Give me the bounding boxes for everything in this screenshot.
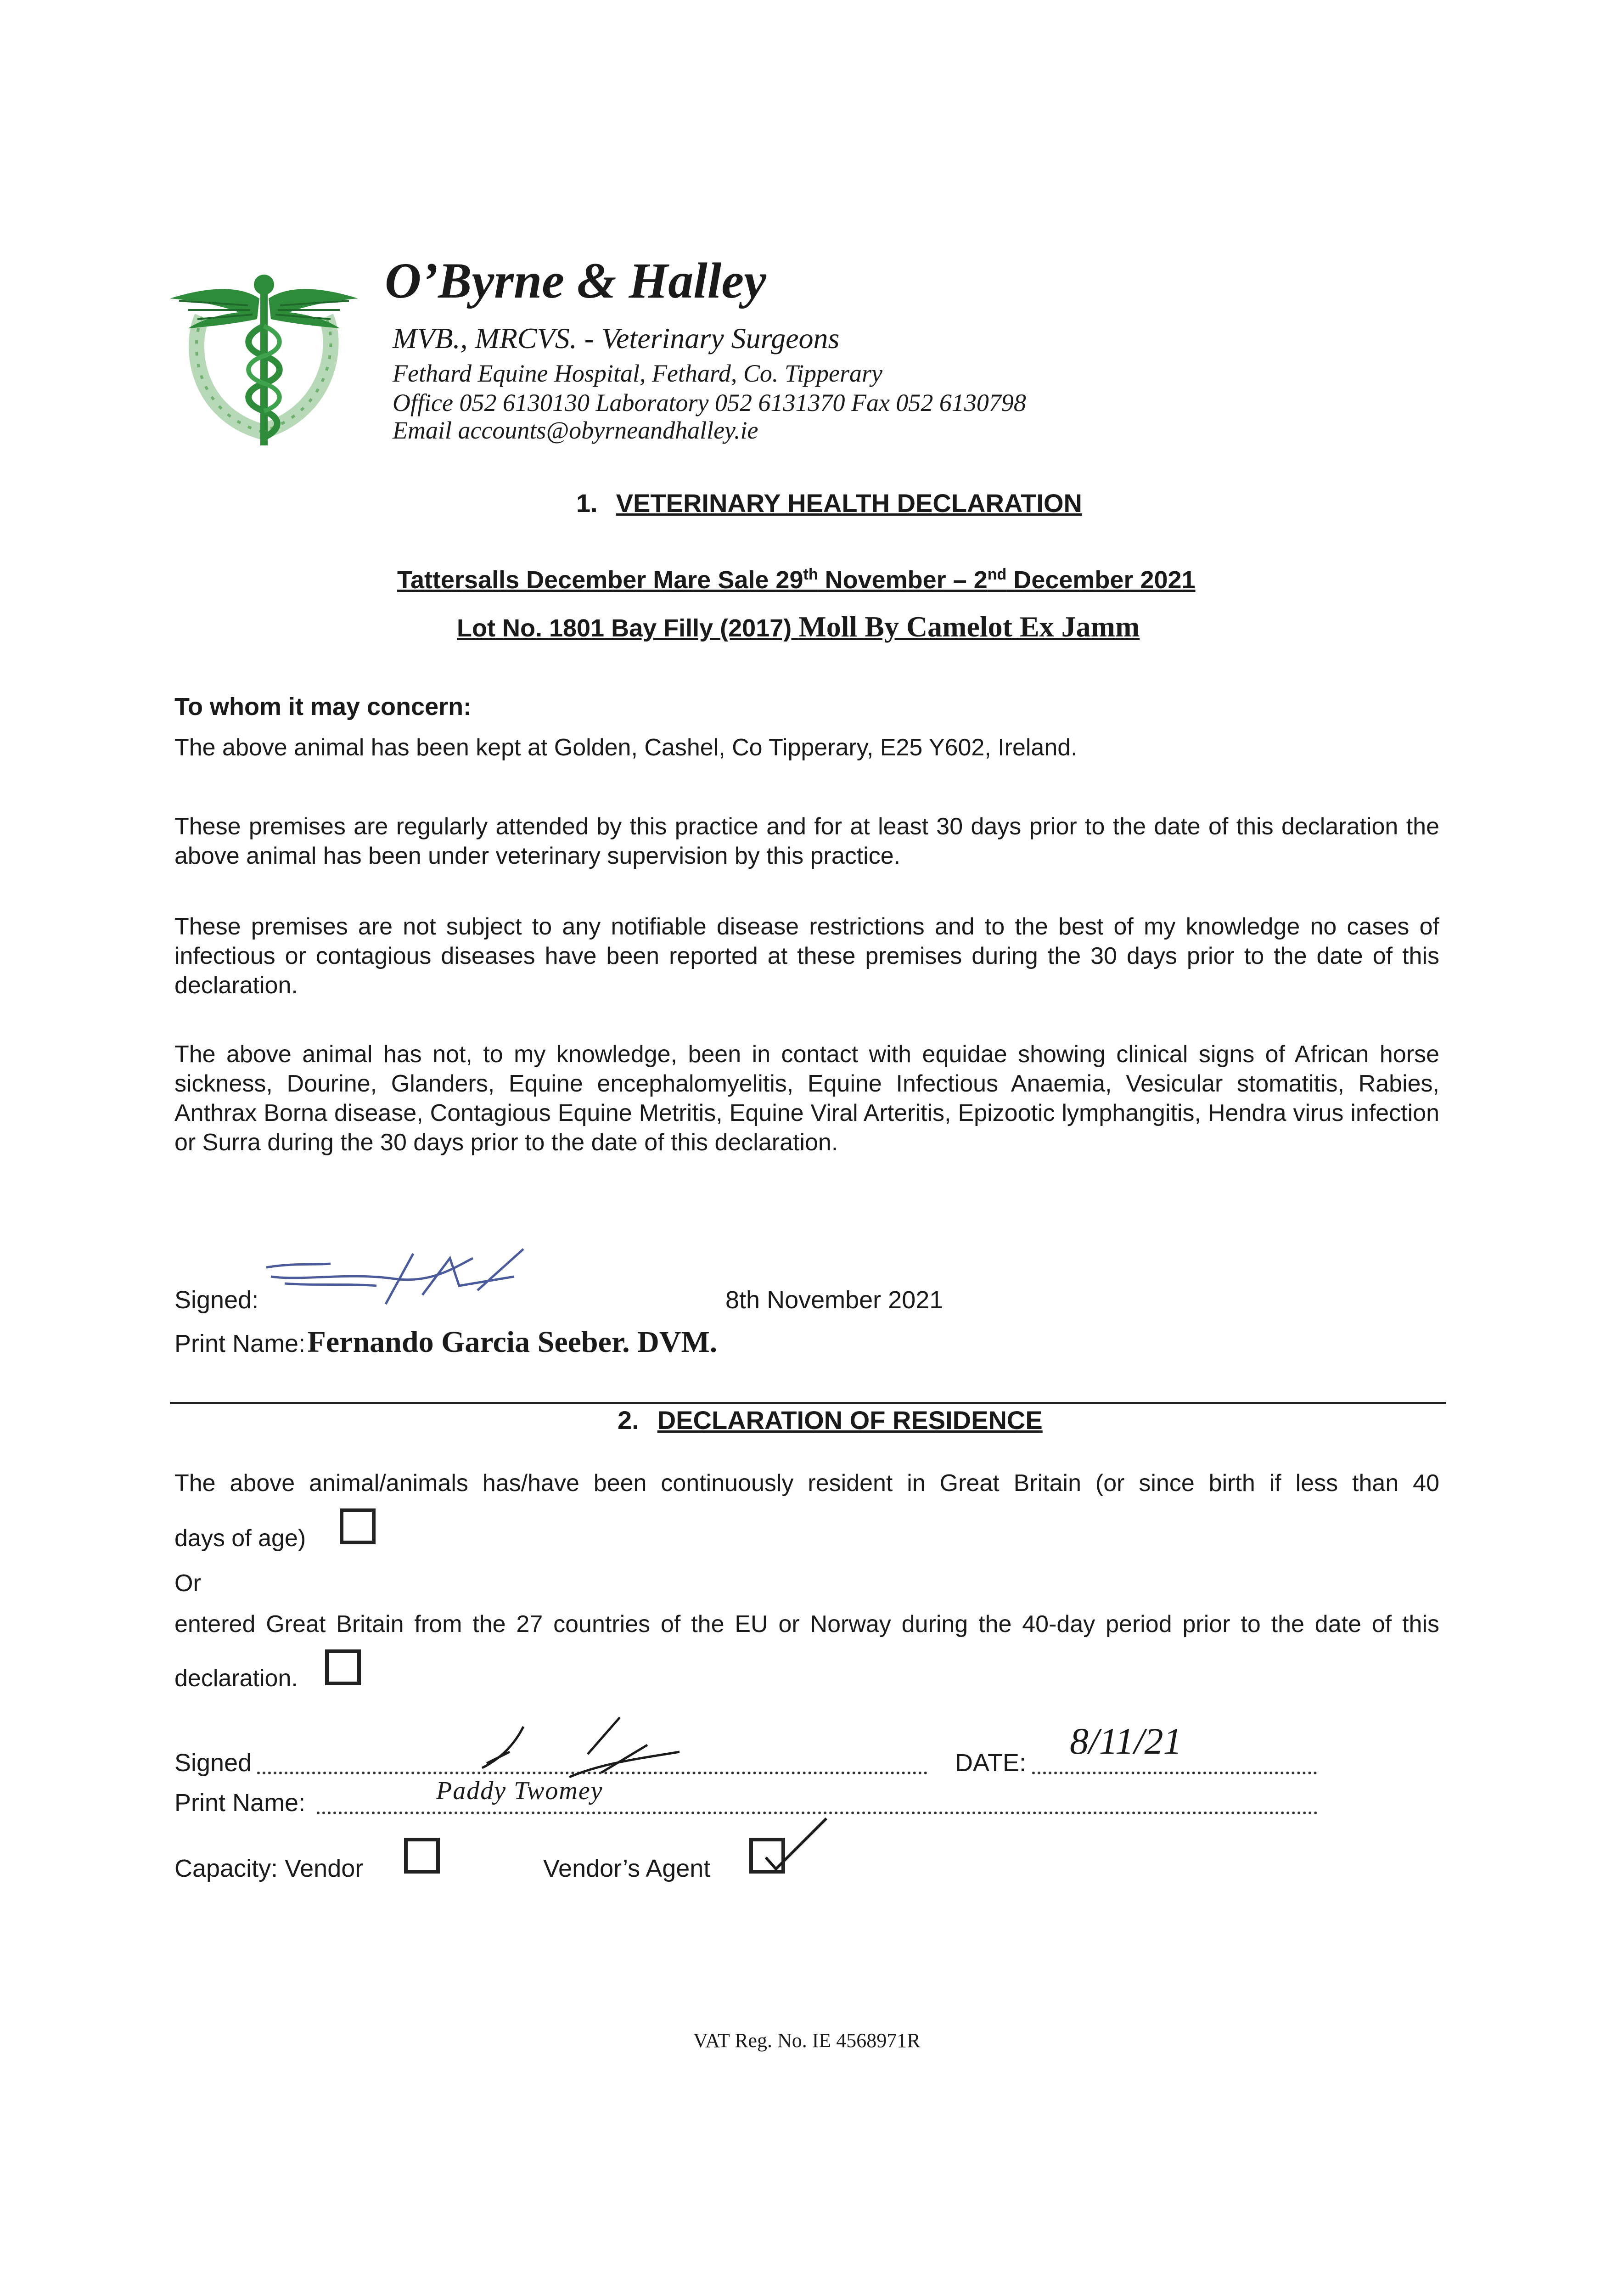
vet-signed-label: Signed: xyxy=(174,1286,259,1314)
entered-gb-checkbox[interactable] xyxy=(325,1649,361,1685)
or-label: Or xyxy=(174,1570,201,1597)
residence-para2-line1: entered Great Britain from the 27 countries of the EU or Norway during the 40-day period prior to the date of this xyxy=(174,1611,1439,1638)
salutation: To whom it may concern: xyxy=(174,693,472,720)
date-label: DATE: xyxy=(955,1749,1027,1777)
vendors-agent-label: Vendor’s Agent xyxy=(543,1855,711,1882)
practice-qualifications: MVB., MRCVS. - Veterinary Surgeons xyxy=(393,322,840,355)
sale-title xyxy=(397,566,1196,594)
paragraph-contact-equidae: The above animal has not, to my knowledge, been in contact with equidae showing clinical signs of African horse sickness, Dourine, Glanders, Equine encephalomyelitis, Equine Infectious Anaemia, Vesicular stomatitis, Rabies, Anthrax Borna disease, Contagious Equine Metritis, Equine Viral Arteritis, Epizootic lymphangitis, Hendra virus infection or Surra during the 30 days prior to the date of this declaration. xyxy=(174,1041,1439,1156)
continuously-resident-checkbox[interactable] xyxy=(340,1508,376,1544)
sale-title-suffix: December 2021 xyxy=(1006,566,1196,594)
vet-signature-icon xyxy=(257,1240,542,1318)
lot-number: Lot No. 1801 Bay Filly (2017) xyxy=(457,614,799,642)
capacity-vendor-label: Capacity: Vendor xyxy=(174,1855,364,1882)
lot-horse-name: Moll By Camelot Ex Jamm xyxy=(798,610,1140,643)
residence-para1-line2: days of age) xyxy=(174,1525,306,1552)
lot-title xyxy=(457,610,1140,644)
agent-print-name-label: Print Name: xyxy=(174,1789,306,1817)
agent-signature-icon xyxy=(473,1708,693,1786)
practice-address: Fethard Equine Hospital, Fethard, Co. Tipperary xyxy=(393,360,882,387)
paragraph-disease-restrictions: These premises are not subject to any notifiable disease restrictions and to the best of my knowledge no cases of infectious or contagious diseases have been reported at these premises during the 30 days prior to the date of this declaration. xyxy=(174,913,1439,999)
practice-phones: Office 052 6130130 Laboratory 052 6131370 Fax 052 6130798 xyxy=(393,389,1026,416)
sale-title-sup2: nd xyxy=(987,566,1007,583)
vat-registration: VAT Reg. No. IE 4568971R xyxy=(693,2029,921,2052)
paragraph-supervision: These premises are regularly attended by this practice and for at least 30 days prior to the date of this declaration the above animal has been under veterinary supervision by this practice. xyxy=(174,813,1439,869)
paragraph-premises: The above animal has been kept at Golden, Cashel, Co Tipperary, E25 Y602, Ireland. xyxy=(174,734,1078,761)
caduceus-logo-icon xyxy=(170,266,381,450)
vendor-checkbox[interactable] xyxy=(404,1838,440,1874)
vet-print-name-label: Print Name: xyxy=(174,1330,306,1357)
section-divider xyxy=(170,1402,1446,1404)
agent-signed-label: Signed xyxy=(174,1749,252,1777)
vet-print-name-value: Fernando Garcia Seeber. DVM. xyxy=(307,1325,718,1359)
section2-title: DECLARATION OF RESIDENCE xyxy=(657,1406,1043,1435)
section1-title: VETERINARY HEALTH DECLARATION xyxy=(616,489,1082,518)
practice-email: Email accounts@obyrneandhalley.ie xyxy=(393,416,758,444)
vet-signed-date: 8th November 2021 xyxy=(725,1286,943,1314)
date-line[interactable] xyxy=(1032,1772,1317,1774)
sale-title-middle: November – 2 xyxy=(818,566,988,594)
section2-number: 2. xyxy=(618,1406,639,1435)
checkmark-icon xyxy=(753,1814,831,1878)
date-handwritten: 8/11/21 xyxy=(1070,1720,1182,1762)
practice-name: O’Byrne & Halley xyxy=(385,253,766,309)
sale-title-sup1: th xyxy=(803,566,818,583)
residence-para1-line1: The above animal/animals has/have been continuously resident in Great Britain (or since birth if less than 40 xyxy=(174,1470,1439,1497)
section2-heading xyxy=(618,1405,1043,1435)
section1-heading xyxy=(576,488,1082,518)
sale-title-prefix: Tattersalls December Mare Sale 29 xyxy=(397,566,803,594)
agent-print-name-handwritten: Paddy Twomey xyxy=(436,1777,603,1805)
section1-number: 1. xyxy=(576,489,598,518)
vet-print-name xyxy=(174,1325,717,1360)
residence-para2-line2: declaration. xyxy=(174,1665,298,1692)
